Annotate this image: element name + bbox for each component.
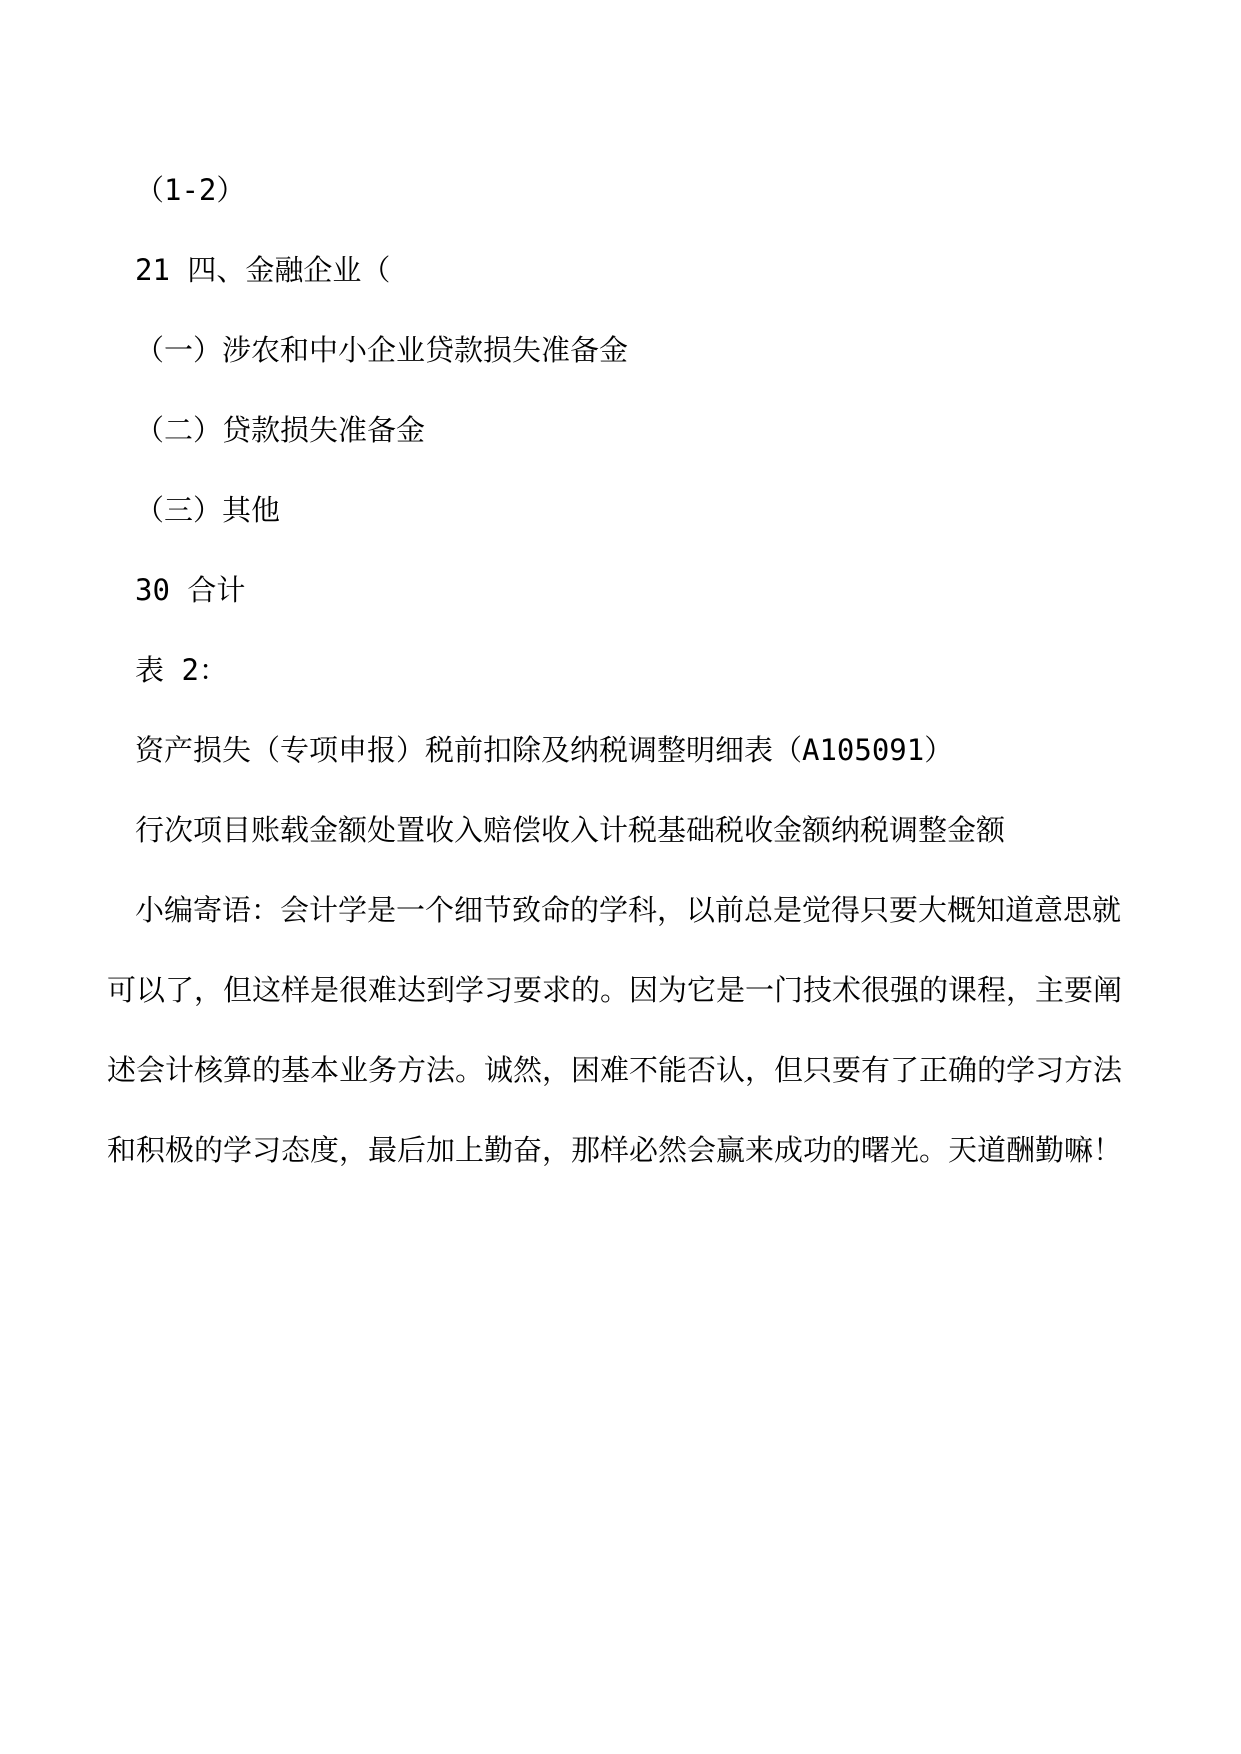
closing-paragraph-line: 可以了，但这样是很难达到学习要求的。因为它是一门技术很强的课程，主要阐	[107, 973, 1123, 1007]
document-line-table-title: 资产损失（专项申报）税前扣除及纳税调整明细表（A105091）	[135, 733, 954, 767]
closing-paragraph-line: 述会计核算的基本业务方法。诚然，困难不能否认，但只要有了正确的学习方法	[107, 1053, 1123, 1087]
closing-paragraph-line: 和积极的学习态度，最后加上勤奋，那样必然会赢来成功的曙光。天道酬勤嘛！	[107, 1133, 1123, 1167]
closing-paragraph-line: 小编寄语：会计学是一个细节致命的学科，以前总是觉得只要大概知道意思就	[135, 893, 1122, 927]
document-line-range: （1-2）	[135, 173, 246, 207]
document-line-table-label: 表 2：	[135, 653, 228, 687]
document-line-item-2: （二）贷款损失准备金	[135, 413, 426, 447]
document-line-item-1: （一）涉农和中小企业贷款损失准备金	[135, 333, 629, 367]
document-line-total: 30 合计	[135, 573, 246, 607]
document-line-item-3: （三）其他	[135, 493, 281, 527]
document-line-financial-enterprise: 21 四、金融企业（	[135, 253, 391, 287]
document-line-table-headers: 行次项目账载金额处置收入赔偿收入计税基础税收金额纳税调整金额	[135, 813, 1006, 847]
